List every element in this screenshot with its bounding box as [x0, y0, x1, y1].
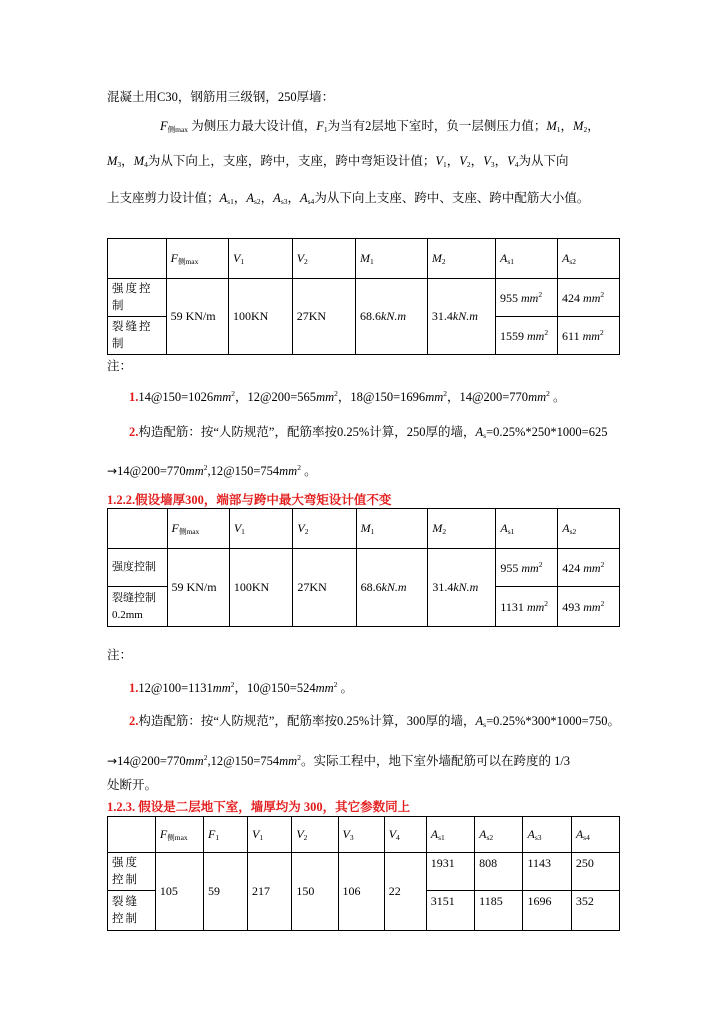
note-1-1: $1.14@150=1026mm^2$，$12@200=565mm^2$，$18@150=1696mm^2$，$14@200=770mm^2$ 。: [129, 389, 566, 404]
col-as2: $A_{s2}$: [558, 239, 620, 279]
notes-2-label: 注：: [107, 648, 133, 662]
cell-f: 105: [155, 853, 203, 931]
col-as4: $A_{s4}$: [571, 817, 619, 853]
cell-f: 59 KN/m: [167, 549, 229, 627]
row-label-crack: 裂缝控制 0.2mm: [108, 587, 168, 627]
cell-as2: 424 $mm^2$: [558, 279, 620, 317]
cell-v4: 22: [384, 853, 426, 931]
col-v1: $V_1$: [229, 509, 293, 549]
table-2-header-row: [108, 509, 620, 549]
row-label-crack: 裂缝控制: [108, 317, 167, 355]
arrow-icon: →: [107, 464, 118, 478]
cell-as1: 3151: [426, 891, 474, 931]
col-v3: $V_3$: [338, 817, 384, 853]
cell-v1: 100KN: [229, 279, 293, 355]
table-row: [108, 853, 620, 891]
cell-v3: 106: [338, 853, 384, 931]
cell-m1: 68.6kN.m: [356, 279, 428, 355]
row-label-strength: 强度控制: [108, 549, 168, 587]
col-v1: $V_1$: [229, 239, 293, 279]
row-label-strength: 强度控制: [108, 279, 167, 317]
col-as1: $A_{s1}$: [496, 239, 558, 279]
cell-as4: 250: [571, 853, 619, 891]
intro-line-1: 混凝土用C30，钢筋用三级钢，250厚墙：: [107, 90, 335, 104]
cell-v1: 100KN: [229, 549, 293, 627]
col-as2: $A_{s2}$: [558, 509, 620, 549]
cell-v2: 27KN: [292, 279, 355, 355]
table-row: [108, 549, 620, 587]
col-m2: $M_2$: [428, 509, 496, 549]
cell-as3: 1696: [523, 891, 571, 931]
cell-f1: 59: [204, 853, 248, 931]
row-label-strength: 强度控制: [108, 853, 156, 891]
col-as1: $A_{s1}$: [426, 817, 474, 853]
table-3: [107, 816, 620, 931]
col-f1: $F_1$: [204, 817, 248, 853]
col-m1: $M_1$: [356, 509, 428, 549]
cell-m2: 31.4kN.m: [427, 279, 495, 355]
col-f-max: $F_{侧max}$: [167, 509, 229, 549]
col-v4: $V_4$: [384, 817, 426, 853]
cell-as1: 955 $mm^2$: [496, 549, 558, 587]
row-label-crack: 裂缝控制: [108, 891, 156, 931]
cell-as1: 955 $mm^2$: [496, 279, 558, 317]
cell-m2: 31.4kN.m: [428, 549, 496, 627]
col-as3: $A_{s3}$: [523, 817, 571, 853]
table-row: [108, 279, 620, 317]
col-as1: $A_{s1}$: [496, 509, 558, 549]
col-m2: $M_2$: [427, 239, 495, 279]
note-2-1: $1.12@100=1131mm^2$，$10@150=524mm^2$ 。: [129, 680, 354, 695]
col-as2: $A_{s2}$: [475, 817, 523, 853]
cell-as2: 424 $mm^2$: [558, 549, 620, 587]
table-1: [107, 238, 620, 355]
col-m1: $M_1$: [356, 239, 428, 279]
cell-v2: 150: [292, 853, 338, 931]
note-2-3: $\to 14@200=770mm^2,12@150=754mm^2$。实际工程中，地下室外墙配筋可以在跨度的 1/3: [107, 753, 571, 768]
cell-as1: 1559 $mm^2$: [496, 317, 558, 355]
section-heading-1-2-2: 1.2.2.假设墙厚300，端部与跨中最大弯矩设计值不变: [107, 493, 392, 507]
intro-line-3: $M_3$，$M_4$为从下向上，支座，跨中，支座，跨中弯矩设计值；$V_1$，$V_2$，$V_3$，$V_4$为从下向: [107, 154, 569, 169]
cell-m1: 68.6kN.m: [356, 549, 428, 627]
cell-as1: 1931: [426, 853, 474, 891]
cell-as2: 808: [475, 853, 523, 891]
col-v2: $V_2$: [292, 817, 338, 853]
cell-as2: 1185: [475, 891, 523, 931]
note-1-3: $\to 14@200=770mm^2,12@150=754mm^2$ 。: [107, 463, 317, 478]
intro-line-4: 上支座剪力设计值；$A_{s1}$，$A_{s2}$，$A_{s3}$，$A_{s4}$为从下向上支座、跨中、支座、跨中配筋大小值。: [107, 191, 590, 206]
cell-v2: 27KN: [293, 549, 356, 627]
note-1-2: 2.构造配筋：按“人防规范”，配筋率按0.25%计算，250厚的墙，$A_s=0.25\%*250*1000=625$: [129, 425, 608, 440]
cell-v1: 217: [248, 853, 292, 931]
cell-as4: 352: [571, 891, 619, 931]
note-2-2: 2.构造配筋：按“人防规范”，配筋率按0.25%计算，300厚的墙，$A_s=0.25\%*300*1000=750$。: [129, 714, 620, 729]
col-f-max: $F_{侧max}$: [155, 817, 203, 853]
col-f-max: $F_{侧max}$: [166, 239, 228, 279]
col-v1: $V_1$: [248, 817, 292, 853]
note-2-4: 处断开。: [107, 778, 158, 792]
intro-line-2: $F_{侧max}$ 为侧压力最大设计值，$F_1$为当有2层地下室时，负一层侧压力值；$M_1$，$M_2$，: [160, 119, 600, 134]
table-2: [107, 508, 620, 627]
cell-f: 59 KN/m: [166, 279, 228, 355]
cell-as2: 493 $mm^2$: [558, 587, 620, 627]
table-1-header-row: [108, 239, 620, 279]
section-heading-1-2-3: 1.2.3. 假设是二层地下室，墙厚均为 300，其它参数同上: [107, 800, 411, 814]
notes-1-label: 注：: [107, 359, 133, 373]
cell-as3: 1143: [523, 853, 571, 891]
arrow-icon: →: [107, 754, 118, 768]
col-v2: $V_2$: [293, 509, 356, 549]
col-v2: $V_2$: [292, 239, 355, 279]
table-3-header-row: [108, 817, 620, 853]
cell-as2: 611 $mm^2$: [558, 317, 620, 355]
cell-as1: 1131 $mm^2$: [496, 587, 558, 627]
